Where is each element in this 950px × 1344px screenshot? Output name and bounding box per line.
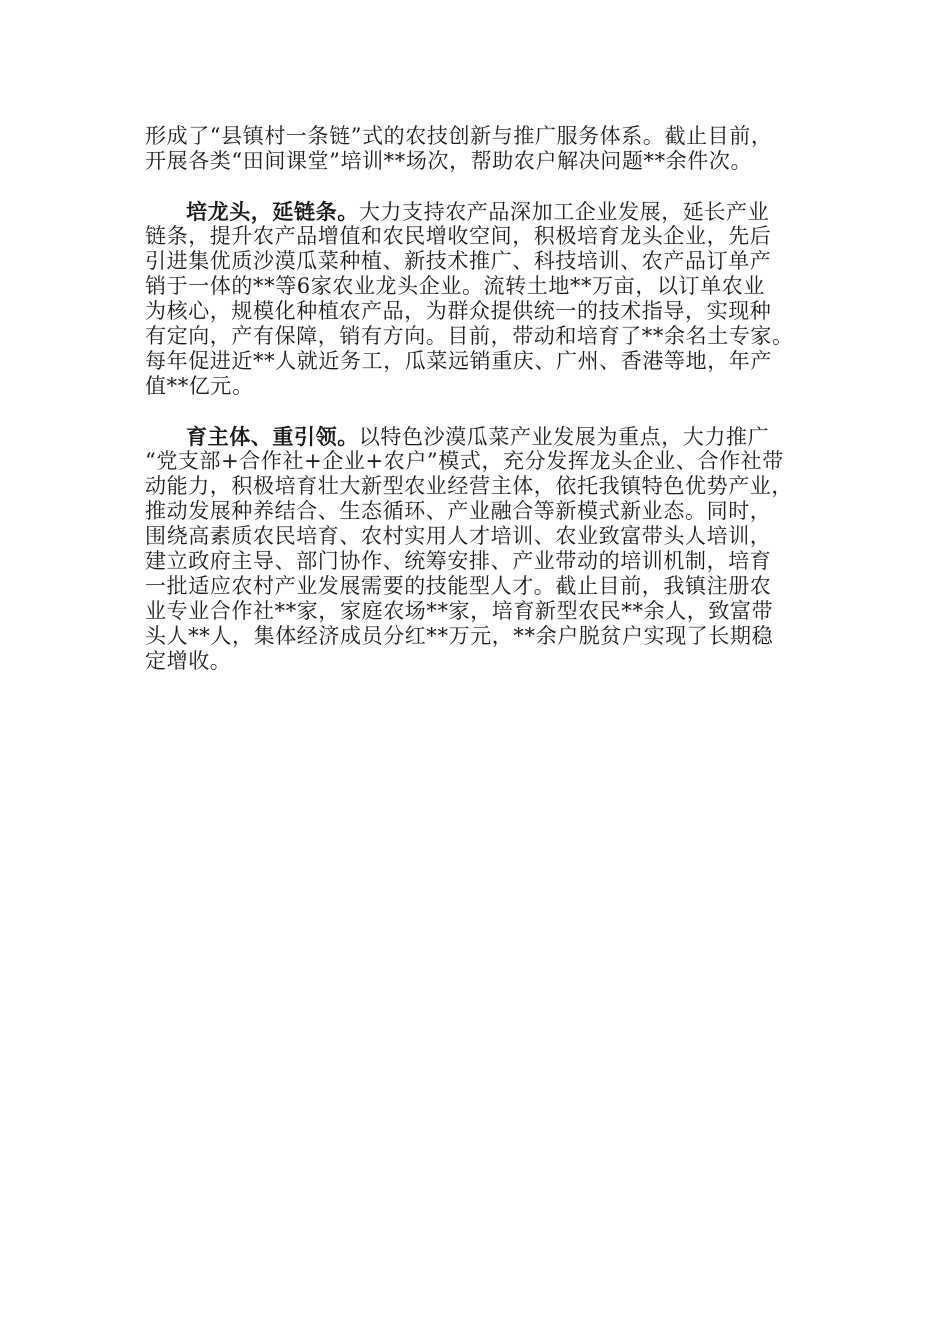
- paragraph-heading: 育主体、重引领。: [186, 424, 359, 449]
- text-line: 销于一体的**等6家农业龙头企业。流转土地**万亩，以订单农业: [145, 274, 765, 298]
- text-line: “党支部+合作社+企业+农户”模式，充分发挥龙头企业、合作社带: [145, 449, 784, 473]
- text-line: 推动发展种养结合、生态循环、产业融合等新模式新业态。同时，: [145, 499, 772, 523]
- text-line: 一批适应农村产业发展需要的技能型人才。截止目前，我镇注册农: [145, 574, 772, 598]
- text-run: 以特色沙漠瓜菜产业发展为重点，大力推广: [358, 425, 770, 449]
- paragraph-leading-enterprises: [145, 199, 810, 399]
- text-line: 动能力，积极培育壮大新型农业经营主体，依托我镇特色优势产业，: [145, 474, 793, 498]
- text-line: [145, 199, 810, 224]
- text-line: 头人**人，集体经济成员分红**万元，**余户脱贫户实现了长期稳: [145, 624, 774, 648]
- document-page: [145, 124, 810, 674]
- text-line: 围绕高素质农民培育、农村实用人才培训、农业致富带头人培训，: [145, 524, 772, 548]
- text-line: [145, 424, 810, 449]
- text-line: 业专业合作社**家，家庭农场**家，培育新型农民**余人，致富带: [145, 599, 774, 623]
- text-line: 值**亿元。: [145, 374, 254, 398]
- text-line: 每年促进近**人就近务工，瓜菜远销重庆、广州、香港等地，年产: [145, 349, 772, 373]
- text-line: 形成了“县镇村一条链”式的农技创新与推广服务体系。截止目前，: [145, 124, 773, 148]
- paragraph-heading: 培龙头，延链条。: [186, 199, 359, 224]
- text-line: 定增收。: [145, 649, 232, 673]
- text-line: 有定向，产有保障，销有方向。目前，带动和培育了**余名土专家。: [145, 324, 794, 348]
- paragraph-continuation: [145, 124, 810, 174]
- text-line: 链条，提升农产品增值和农民增收空间，积极培育龙头企业，先后: [145, 224, 772, 248]
- text-line: 为核心，规模化种植农产品，为群众提供统一的技术指导，实现种: [145, 299, 772, 323]
- text-run: 大力支持农产品深加工企业发展，延长产业: [358, 200, 770, 224]
- paragraph-cultivate-entities: [145, 424, 810, 674]
- text-line: 开展各类“田间课堂”培训**场次，帮助农户解决问题**余件次。: [145, 149, 753, 173]
- text-line: 引进集优质沙漠瓜菜种植、新技术推广、科技培训、农产品订单产: [145, 249, 772, 273]
- text-line: 建立政府主导、部门协作、统筹安排、产业带动的培训机制，培育: [145, 549, 772, 573]
